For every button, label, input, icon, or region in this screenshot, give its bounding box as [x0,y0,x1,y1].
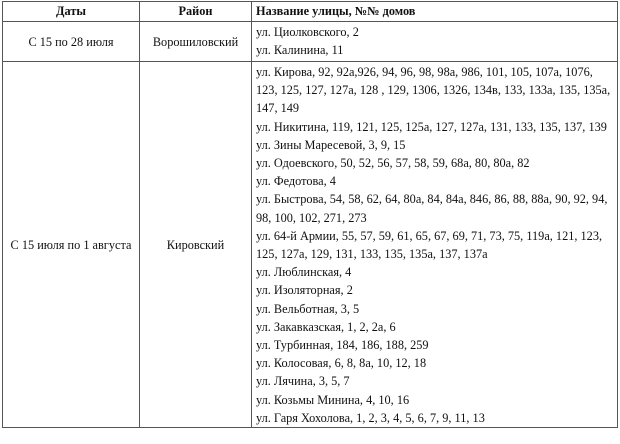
streets-cell [252,62,618,428]
street-entry: ул. Кирова, 92, 92а,926, 94, 96, 98, 98а, 986, 101, 105, 107а, 1076, 123, 125, 127, 127а, 128 , 129, 1306, 1326, 134в, 133, 133а, 135, 135а, 147, 149 [256,65,611,116]
table-row [3,62,618,428]
street-entry: ул. Быстрова, 54, 58, 62, 64, 80а, 84, 84а, 846, 86, 88, 88а, 90, 92, 94, 98, 100, 102, 271, 273 [256,192,608,225]
dates-cell: С 15 июля по 1 августа [3,62,140,428]
street-entry: ул. Козьмы Минина, 4, 10, 16 [256,392,410,407]
street-entry: ул. Федотова, 4 [256,174,336,189]
dates-cell: С 15 по 28 июля [3,22,140,62]
street-entry: ул. Гаря Хохолова, 1, 2, 3, 4, 5, 6, 7, 9, 11, 13 [256,410,485,425]
street-entry: ул. Лячина, 3, 5, 7 [256,374,350,389]
streets-cell [252,22,618,62]
street-entry: ул. Вельботная, 3, 5 [256,301,360,316]
header-dates: Даты [3,2,140,22]
street-entry: ул. 64-й Армии, 55, 57, 59, 61, 65, 67, 69, 71, 73, 75, 119а, 121, 123, 125, 127а, 129, 131, 133, 135, 135а, 137, 137а [256,228,603,262]
street-entry: ул. Зины Маресевой, 3, 9, 15 [256,137,406,152]
table-row [3,22,618,62]
street-entry: ул. Закавказская, 1, 2, 2а, 6 [256,319,396,334]
street-entry: ул. Турбинная, 184, 186, 188, 259 [256,338,429,353]
header-district: Район [140,2,252,22]
street-entry: ул. Циолковского, 2 [256,25,359,39]
district-cell: Кировский [140,62,252,428]
street-entry: ул. Калинина, 11 [256,43,344,58]
header-row [3,2,618,22]
district-cell: Ворошиловский [140,22,252,62]
street-entry: ул. Колосовая, 6, 8, 8а, 10, 12, 18 [256,356,427,371]
street-entry: ул. Никитина, 119, 121, 125, 125а, 127, 127а, 131, 133, 135, 137, 139 [256,119,607,134]
street-entry: ул. Изоляторная, 2 [256,283,353,298]
schedule-table [2,1,618,428]
street-entry: ул. Одоевского, 50, 52, 56, 57, 58, 59, 68а, 80, 80а, 82 [256,156,530,171]
street-entry: ул. Люблинская, 4 [256,265,352,280]
header-streets: Название улицы, №№ домов [252,2,618,22]
